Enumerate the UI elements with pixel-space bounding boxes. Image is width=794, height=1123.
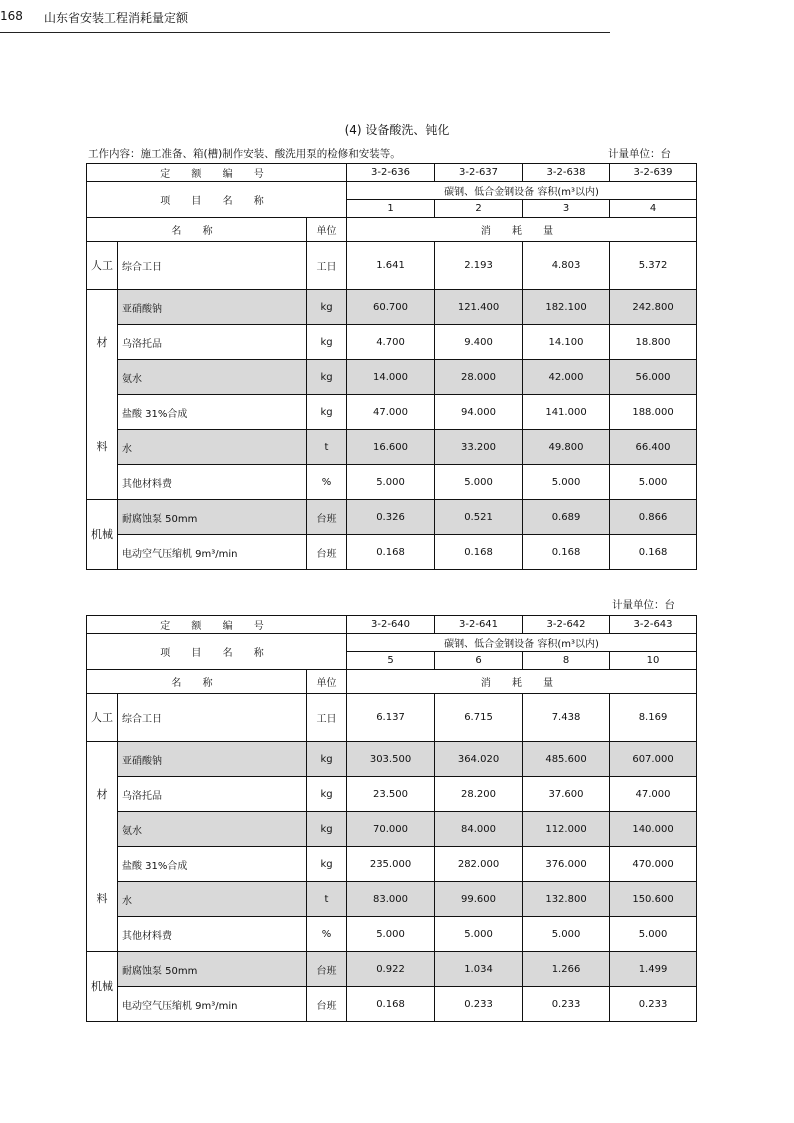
category-labor [87,694,118,742]
item-value: 1.266 [523,952,610,987]
item-value: 607.000 [610,742,697,777]
item-value: 84.000 [435,812,523,847]
table-row [87,742,697,777]
item-name: 盐酸 31%合成 [118,395,307,430]
item-value: 0.233 [610,987,697,1022]
item-value: 47.000 [347,395,435,430]
item-name: 盐酸 31%合成 [118,847,307,882]
item-unit: kg [307,290,347,325]
consumption-header: 消 耗 量 [347,218,697,242]
item-value: 0.168 [610,535,697,570]
item-value: 1.034 [435,952,523,987]
category-label: 材 [96,787,108,801]
quota-code: 3-2-639 [610,164,697,182]
item-name: 耐腐蚀泵 50mm [118,500,307,535]
table-row [87,360,697,395]
quota-code: 3-2-637 [435,164,523,182]
item-value: 14.100 [523,325,610,360]
item-value: 56.000 [610,360,697,395]
category-label: 料 [96,439,108,453]
item-value: 5.000 [435,465,523,500]
item-value: 303.500 [347,742,435,777]
quota-code: 3-2-642 [523,616,610,634]
item-value: 28.000 [435,360,523,395]
table-row [87,847,697,882]
item-unit: kg [307,777,347,812]
table-row [87,882,697,917]
category-label: 人工 [91,710,113,724]
table-row [87,952,697,987]
work-content: 工作内容：施工准备、箱(槽)制作安装、酸洗用泵的检修和安装等。 [88,148,401,160]
item-value: 2.193 [435,242,523,290]
item-value: 70.000 [347,812,435,847]
category-labor [87,242,118,290]
table-row [87,242,697,290]
page-number: 168 [0,9,23,23]
item-name: 乌洛托品 [118,325,307,360]
item-value: 37.600 [523,777,610,812]
quota-code: 3-2-640 [347,616,435,634]
item-value: 4.803 [523,242,610,290]
table-row [87,777,697,812]
table-row [87,535,697,570]
item-unit: kg [307,847,347,882]
item-value: 485.600 [523,742,610,777]
quota-table [86,615,697,1022]
item-value: 1.499 [610,952,697,987]
item-name-label: 项 目 名 称 [87,182,347,218]
item-value: 242.800 [610,290,697,325]
quota-table [86,163,697,570]
size-value: 2 [435,200,523,218]
item-unit: 台班 [307,987,347,1022]
item-value: 9.400 [435,325,523,360]
col-unit-header: 单位 [307,670,347,694]
item-value: 7.438 [523,694,610,742]
unit-label: 计量单位：台 [608,148,671,160]
category-machine [87,952,118,1022]
item-value: 182.100 [523,290,610,325]
page-header [0,0,610,33]
table-row [87,465,697,500]
item-name: 亚硝酸钠 [118,742,307,777]
item-value: 0.689 [523,500,610,535]
quota-no-label: 定 额 编 号 [87,164,347,182]
item-name: 耐腐蚀泵 50mm [118,952,307,987]
item-value: 60.700 [347,290,435,325]
item-value: 1.641 [347,242,435,290]
item-value: 5.000 [523,465,610,500]
item-unit: t [307,430,347,465]
item-value: 0.168 [347,535,435,570]
item-value: 0.168 [435,535,523,570]
item-value: 141.000 [523,395,610,430]
category-machine [87,500,118,570]
quota-no-label: 定 额 编 号 [87,616,347,634]
item-unit: kg [307,395,347,430]
item-name: 乌洛托品 [118,777,307,812]
item-unit: kg [307,812,347,847]
group-header: 碳钢、低合金钢设备 容积(m³以内) [347,634,697,652]
item-value: 42.000 [523,360,610,395]
col-name-header: 名 称 [87,670,307,694]
item-value: 4.700 [347,325,435,360]
table-row [87,430,697,465]
item-value: 14.000 [347,360,435,395]
table-row [87,325,697,360]
item-value: 0.922 [347,952,435,987]
item-value: 0.168 [523,535,610,570]
item-value: 5.372 [610,242,697,290]
quota-code: 3-2-643 [610,616,697,634]
item-unit: 台班 [307,500,347,535]
item-name: 综合工日 [118,242,307,290]
item-value: 5.000 [347,465,435,500]
item-value: 0.866 [610,500,697,535]
item-value: 33.200 [435,430,523,465]
size-value: 8 [523,652,610,670]
item-value: 235.000 [347,847,435,882]
size-value: 10 [610,652,697,670]
item-name: 其他材料费 [118,465,307,500]
item-value: 150.600 [610,882,697,917]
item-name: 电动空气压缩机 9m³/min [118,535,307,570]
item-value: 0.233 [523,987,610,1022]
table-row [87,290,697,325]
item-value: 83.000 [347,882,435,917]
item-value: 5.000 [523,917,610,952]
item-name: 综合工日 [118,694,307,742]
item-value: 5.000 [435,917,523,952]
item-unit: t [307,882,347,917]
item-value: 66.400 [610,430,697,465]
item-value: 23.500 [347,777,435,812]
quota-code: 3-2-636 [347,164,435,182]
item-value: 28.200 [435,777,523,812]
item-value: 188.000 [610,395,697,430]
category-material [87,742,118,952]
item-value: 112.000 [523,812,610,847]
table-row [87,500,697,535]
item-unit: % [307,917,347,952]
col-name-header: 名 称 [87,218,307,242]
item-unit: 台班 [307,535,347,570]
item-unit: kg [307,742,347,777]
item-name: 氨水 [118,360,307,395]
item-name: 氨水 [118,812,307,847]
item-name: 水 [118,882,307,917]
item-unit: 台班 [307,952,347,987]
item-value: 99.600 [435,882,523,917]
item-unit: kg [307,325,347,360]
item-value: 0.521 [435,500,523,535]
group-header: 碳钢、低合金钢设备 容积(m³以内) [347,182,697,200]
table-row [87,395,697,430]
unit-label: 计量单位：台 [612,599,675,611]
category-material [87,290,118,500]
quota-code: 3-2-641 [435,616,523,634]
item-value: 16.600 [347,430,435,465]
item-value: 0.168 [347,987,435,1022]
item-value: 140.000 [610,812,697,847]
category-label: 机械 [91,527,113,541]
item-name: 亚硝酸钠 [118,290,307,325]
quota-code: 3-2-638 [523,164,610,182]
table-row [87,987,697,1022]
item-value: 5.000 [610,917,697,952]
item-value: 5.000 [610,465,697,500]
table-row [87,694,697,742]
item-value: 121.400 [435,290,523,325]
item-value: 470.000 [610,847,697,882]
item-name: 电动空气压缩机 9m³/min [118,987,307,1022]
item-value: 364.020 [435,742,523,777]
table-row [87,812,697,847]
item-value: 132.800 [523,882,610,917]
item-value: 8.169 [610,694,697,742]
category-label: 材 [96,335,108,349]
book-title: 山东省安装工程消耗量定额 [44,11,189,25]
category-label: 机械 [91,979,113,993]
item-value: 6.137 [347,694,435,742]
item-value: 0.326 [347,500,435,535]
item-value: 6.715 [435,694,523,742]
item-value: 18.800 [610,325,697,360]
item-value: 0.233 [435,987,523,1022]
col-unit-header: 单位 [307,218,347,242]
size-value: 4 [610,200,697,218]
item-value: 94.000 [435,395,523,430]
item-value: 47.000 [610,777,697,812]
item-value: 376.000 [523,847,610,882]
size-value: 3 [523,200,610,218]
section-title: (4) 设备酸洗、钝化 [344,123,450,137]
item-value: 5.000 [347,917,435,952]
category-label: 人工 [91,258,113,272]
consumption-header: 消 耗 量 [347,670,697,694]
item-unit: 工日 [307,242,347,290]
size-value: 1 [347,200,435,218]
item-value: 49.800 [523,430,610,465]
item-value: 282.000 [435,847,523,882]
item-name: 其他材料费 [118,917,307,952]
table-row [87,917,697,952]
item-unit: kg [307,360,347,395]
category-label: 料 [96,891,108,905]
item-name-label: 项 目 名 称 [87,634,347,670]
size-value: 5 [347,652,435,670]
item-name: 水 [118,430,307,465]
item-unit: % [307,465,347,500]
item-unit: 工日 [307,694,347,742]
size-value: 6 [435,652,523,670]
